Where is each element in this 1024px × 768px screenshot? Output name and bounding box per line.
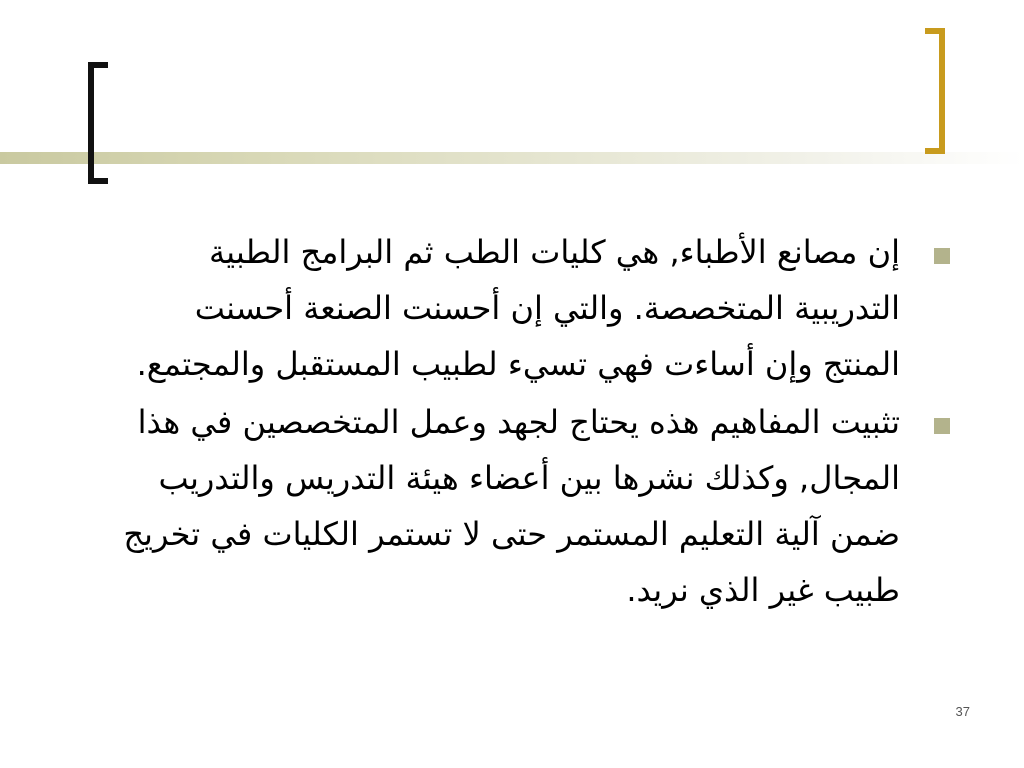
- slide-body: [120, 224, 960, 620]
- right-bracket-decoration: [925, 28, 945, 154]
- square-bullet-icon: [934, 248, 950, 264]
- square-bullet-icon: [934, 418, 950, 434]
- decorative-horizontal-line: [0, 152, 1024, 164]
- bullet-item: [120, 394, 960, 618]
- left-bracket-decoration: [88, 62, 108, 184]
- bullet-item: [120, 224, 960, 392]
- page-number: 37: [955, 704, 970, 719]
- bullet-text: تثبيت المفاهيم هذه يحتاج لجهد وعمل المتخصصين في هذا المجال, وكذلك نشرها بين أعضاء هيئة التدريس والتدريب ضمن آلية التعليم المستمر حتى لا تستمر الكليات في تخريج طبيب غير الذي نريد.: [123, 403, 900, 609]
- bullet-text: إن مصانع الأطباء, هي كليات الطب ثم البرامج الطبية التدريبية المتخصصة. والتي إن أحسنت الصنعة أحسنت المنتج وإن أساءت فهي تسيء لطبيب المستقبل والمجتمع.: [136, 233, 900, 383]
